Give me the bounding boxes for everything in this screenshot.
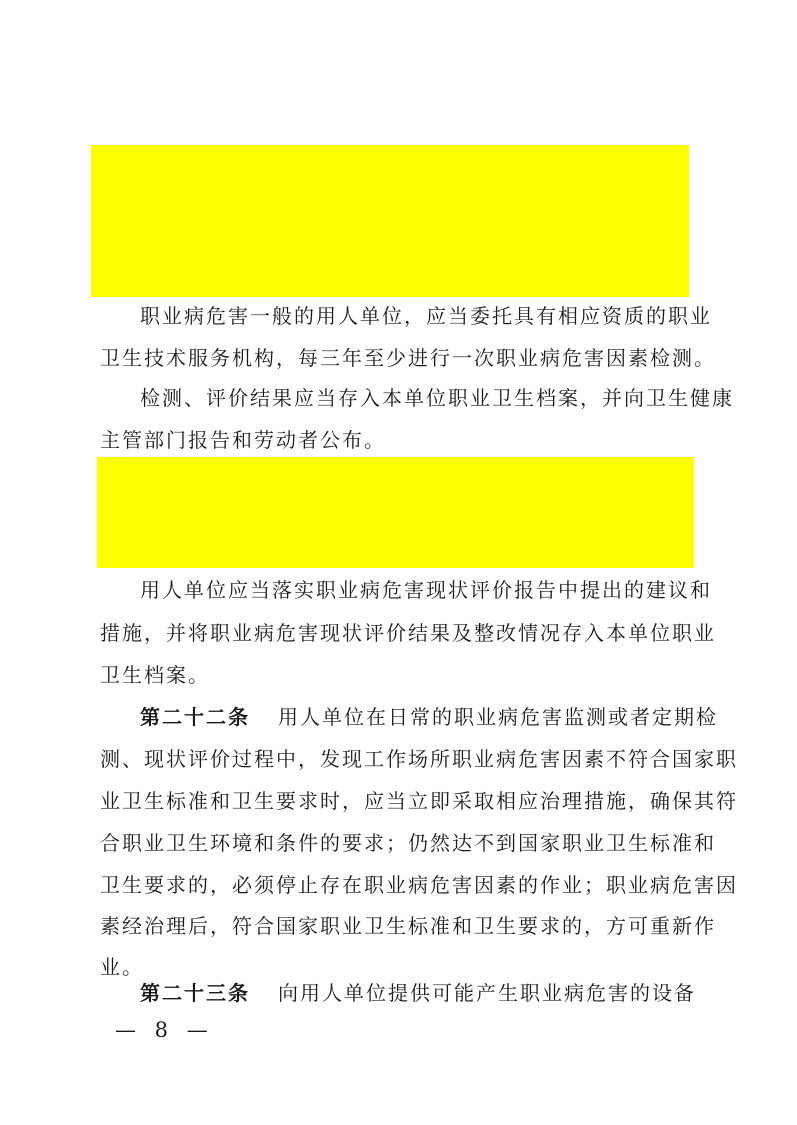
paragraph-line: 卫生档案。: [100, 663, 210, 687]
paragraph-line: 检测、评价结果应当存入本单位职业卫生档案，并向卫生健康: [140, 386, 734, 410]
paragraph-line: 用人单位应当落实职业病危害现状评价报告中提出的建议和: [140, 578, 712, 602]
paragraph-text: 向用人单位提供可能产生职业病危害的设备: [278, 981, 696, 1005]
redaction-block: [97, 457, 694, 568]
redaction-block: [91, 145, 689, 297]
article-22-first-line: [140, 705, 718, 729]
page-number: — 8 —: [115, 1018, 214, 1042]
paragraph-line: 职业病危害一般的用人单位，应当委托具有相应资质的职业: [140, 304, 712, 328]
paragraph-line: 业。: [100, 955, 144, 979]
article-23-first-line: [140, 981, 696, 1005]
article-23-heading: 第二十三条: [140, 981, 250, 1005]
paragraph-line: 素经治理后，符合国家职业卫生标准和卫生要求的，方可重新作: [100, 914, 716, 938]
paragraph-line: 措施，并将职业病危害现状评价结果及整改情况存入本单位职业: [100, 621, 716, 645]
article-22-heading: 第二十二条: [140, 705, 250, 729]
paragraph-line: 业卫生标准和卫生要求时，应当立即采取相应治理措施，确保其符: [100, 789, 738, 813]
paragraph-line: 卫生技术服务机构，每三年至少进行一次职业病危害因素检测。: [100, 346, 716, 370]
paragraph-line: 主管部门报告和劳动者公布。: [100, 428, 386, 452]
paragraph-line: 合职业卫生环境和条件的要求；仍然达不到国家职业卫生标准和: [100, 831, 716, 855]
paragraph-text: 用人单位在日常的职业病危害监测或者定期检: [278, 705, 718, 729]
paragraph-line: 测、现状评价过程中，发现工作场所职业病危害因素不符合国家职: [100, 747, 738, 771]
paragraph-line: 卫生要求的，必须停止存在职业病危害因素的作业；职业病危害因: [100, 873, 738, 897]
